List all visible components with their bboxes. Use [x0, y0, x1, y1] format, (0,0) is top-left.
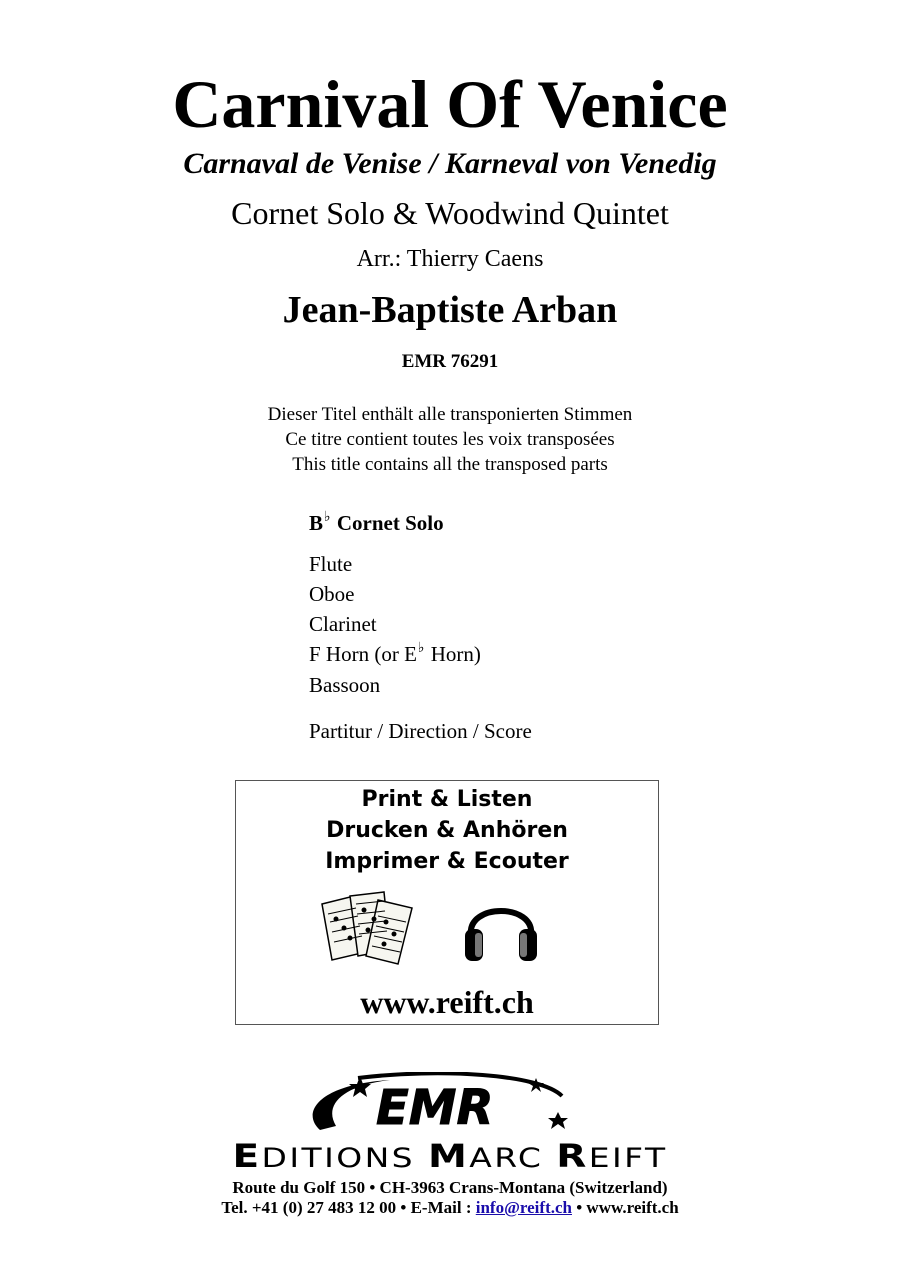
part-item: Bassoon: [309, 673, 381, 697]
transposed-note-english: This title contains all the transposed parts: [292, 454, 608, 475]
promo-line-french: Imprimer & Ecouter: [325, 849, 569, 874]
horn-part-suffix: Horn): [430, 642, 481, 666]
score-line: Partitur / Direction / Score: [309, 719, 532, 743]
publisher-contact: [0, 1197, 900, 1219]
website-text: • www.reift.ch: [571, 1198, 679, 1217]
solo-part: [309, 510, 444, 539]
headphones-icon: [461, 889, 541, 965]
part-item: Clarinet: [309, 612, 377, 636]
emr-logo-text: EMR: [376, 1080, 494, 1136]
sheet-music-icon: [314, 886, 424, 966]
promo-line-german: Drucken & Anhören: [326, 818, 568, 843]
instrumentation: Cornet Solo & Woodwind Quintet: [231, 195, 669, 231]
transposed-note-german: Dieser Titel enthält alle transponierten Stimmen: [267, 404, 633, 425]
publisher-name-initial: E: [232, 1137, 262, 1175]
arranger: Arr.: Thierry Caens: [356, 246, 544, 272]
promo-line-english: Print & Listen: [361, 787, 533, 812]
phone-text: Tel. +41 (0) 27 483 12 00 • E-Mail :: [221, 1198, 476, 1217]
part-item-horn: [309, 641, 481, 670]
horn-part-label: F Horn (or E: [309, 642, 417, 666]
publisher-name-part: ARC: [469, 1143, 557, 1174]
catalog-number: EMR 76291: [401, 351, 499, 372]
transposed-note-french: Ce titre contient toutes les voix transposées: [285, 429, 615, 450]
composer: Jean-Baptiste Arban: [282, 289, 618, 331]
part-item: Oboe: [309, 582, 355, 606]
promo-website: www.reift.ch: [360, 984, 534, 1020]
publisher-name-initial: M: [427, 1137, 470, 1175]
publisher-name: [0, 1137, 900, 1175]
solo-part-letter: B: [309, 511, 324, 535]
flat-sign: ♭: [324, 509, 331, 525]
score-title: Carnival Of Venice: [172, 66, 728, 142]
publisher-address: Route du Golf 150 • CH-3963 Crans-Montana (Switzerland): [232, 1178, 668, 1197]
publisher-name-initial: R: [556, 1137, 589, 1175]
email-link[interactable]: info@reift.ch: [475, 1198, 572, 1217]
score-subtitle: Carnaval de Venise / Karneval von Venedig: [183, 147, 717, 180]
flat-sign: ♭: [417, 640, 425, 656]
emr-logo: [240, 1072, 660, 1138]
publisher-name-part: EIFT: [588, 1143, 668, 1174]
publisher-name-part: DITIONS: [261, 1143, 428, 1174]
part-item: Flute: [309, 552, 353, 576]
solo-part-name: Cornet Solo: [336, 511, 444, 535]
print-listen-box: [235, 780, 659, 1025]
